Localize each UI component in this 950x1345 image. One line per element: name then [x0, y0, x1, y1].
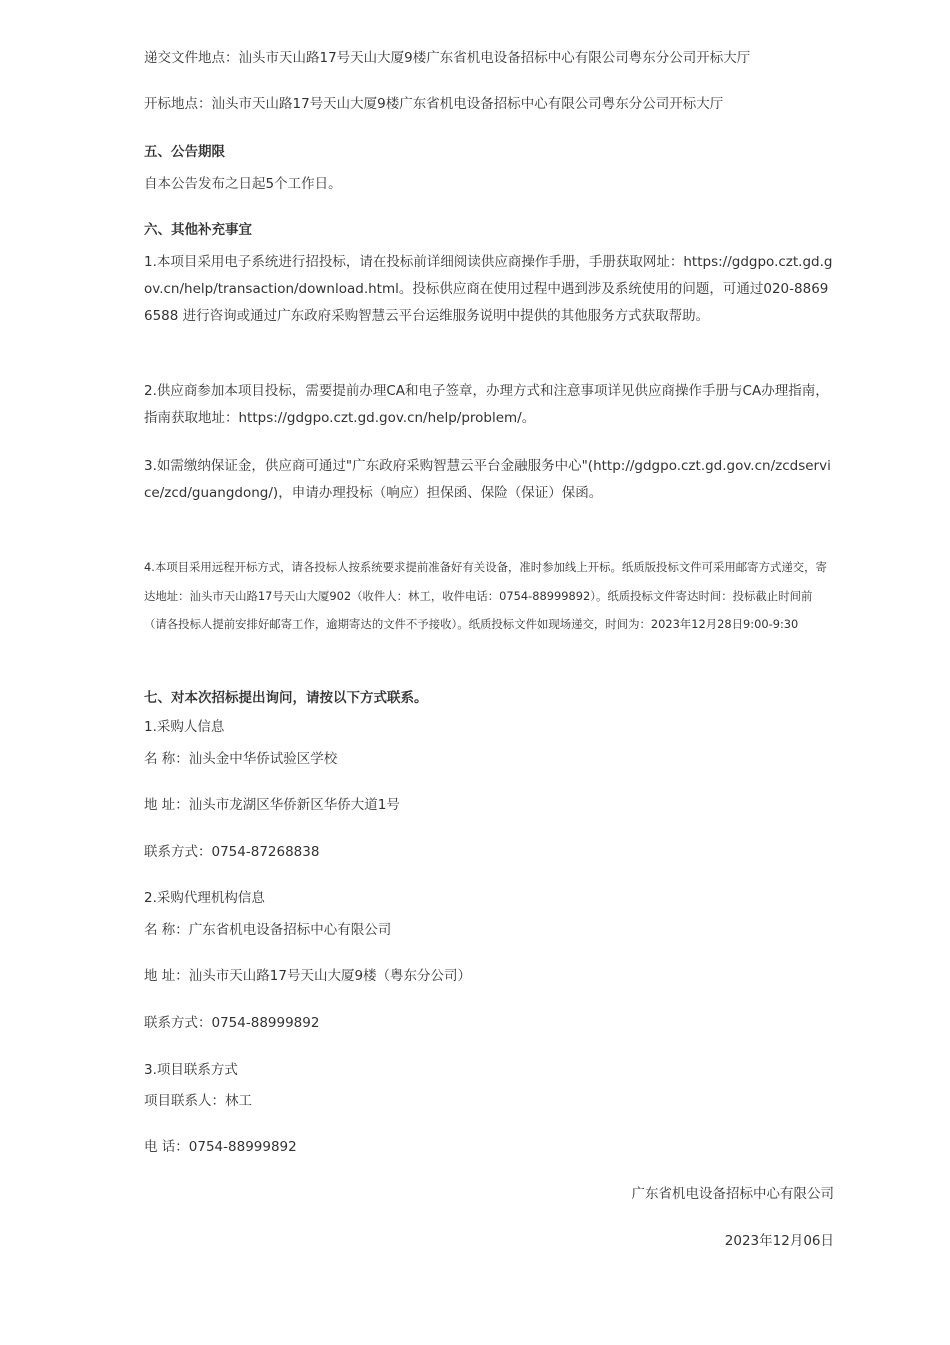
- section-6-item-3: 3.如需缴纳保证金，供应商可通过"广东政府采购智慧云平台金融服务中心"(http://gdgpo.czt.gd.gov.cn/zcdservice/zcd/guangdong/)，申请办理投标（响应）担保函、保险（保证）保函。: [144, 458, 831, 501]
- opening-location: 开标地点：汕头市天山路17号天山大厦9楼广东省机电设备招标中心有限公司粤东分公司开标大厅: [144, 96, 724, 112]
- section-6-item-1: 1.本项目采用电子系统进行招投标，请在投标前详细阅读供应商操作手册，手册获取网址：https://gdgpo.czt.gd.gov.cn/help/transaction/download.html。投标供应商在使用过程中遇到涉及系统使用的问题，可通过020-88696588 进行咨询或通过广东政府采购智慧云平台运维服务说明中提供的其他服务方式获取帮助。: [144, 254, 833, 324]
- section-5-title: 五、公告期限: [144, 144, 225, 160]
- agency-name: 名 称：广东省机电设备招标中心有限公司: [144, 922, 392, 938]
- section-6-item-4: 4.本项目采用远程开标方式，请各投标人按系统要求提前准备好有关设备，准时参加线上开标。纸质版投标文件可采用邮寄方式递交，寄达地址：汕头市天山路17号天山大厦902（收件人：林工，收件电话：0754-88999892）。纸质投标文件寄达时间：投标截止时间前（请各投标人提前安排好邮寄工作，逾期寄达的文件不予接收）。纸质投标文件如现场递交，时间为：2023年12月28日9:00-9:30: [144, 560, 827, 631]
- project-contact-person: 项目联系人：林工: [144, 1093, 252, 1109]
- purchaser-address: 地 址：汕头市龙湖区华侨新区华侨大道1号: [144, 797, 400, 813]
- project-phone: 电 话：0754-88999892: [144, 1139, 297, 1155]
- section-6-item-2: 2.供应商参加本项目投标，需要提前办理CA和电子签章，办理方式和注意事项详见供应商操作手册与CA办理指南，指南获取地址：https://gdgpo.czt.gd.gov.cn/help/problem/。: [144, 383, 829, 426]
- purchaser-heading: 1.采购人信息: [144, 719, 225, 735]
- agency-contact: 联系方式：0754-88999892: [144, 1015, 320, 1031]
- section-7-title: 七、对本次招标提出询问，请按以下方式联系。: [144, 690, 428, 706]
- footer-company: 广东省机电设备招标中心有限公司: [631, 1186, 834, 1202]
- section-5-text: 自本公告发布之日起5个工作日。: [144, 176, 342, 192]
- agency-heading: 2.采购代理机构信息: [144, 890, 265, 906]
- purchaser-name: 名 称：汕头金中华侨试验区学校: [144, 751, 338, 767]
- submit-location: 递交文件地点：汕头市天山路17号天山大厦9楼广东省机电设备招标中心有限公司粤东分公司开标大厅: [144, 50, 751, 66]
- project-heading: 3.项目联系方式: [144, 1062, 238, 1078]
- purchaser-contact: 联系方式：0754-87268838: [144, 844, 320, 860]
- footer-date: 2023年12月06日: [724, 1233, 834, 1249]
- agency-address: 地 址：汕头市天山路17号天山大厦9楼（粤东分公司）: [144, 968, 472, 984]
- section-6-title: 六、其他补充事宜: [144, 222, 252, 238]
